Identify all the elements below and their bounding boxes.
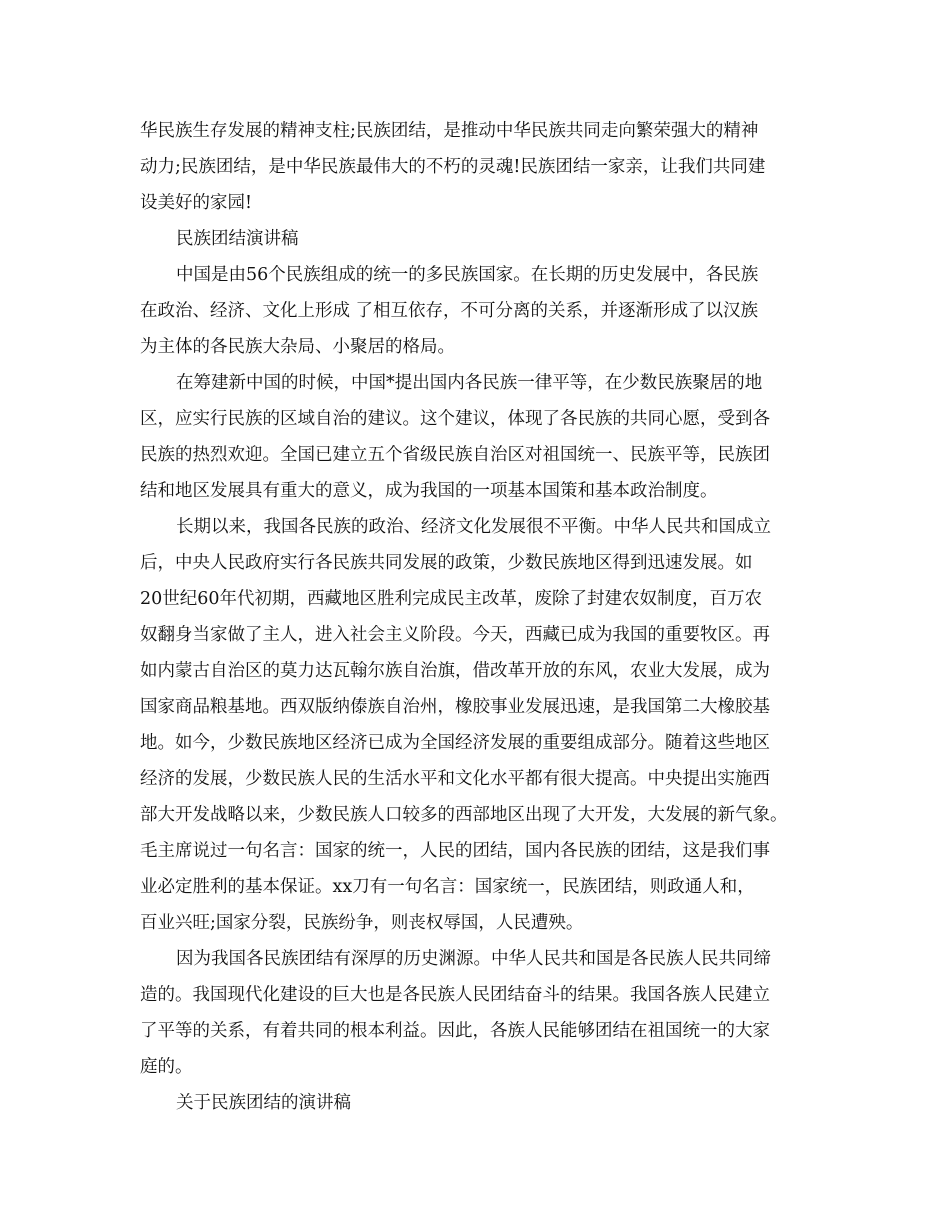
text-line: 动力;民族团结，是中华民族最伟大的不朽的灵魂!民族团结一家亲，让我们共同建 [140,157,766,177]
text-line: 毛主席说过一句名言：国家的统一，人民的团结，国内各民族的团结，这是我们事 [140,841,770,861]
text-line: 长期以来，我国各民族的政治、经济文化发展很不平衡。中华人民共和国成立 [176,517,771,537]
text-line: 华民族生存发展的精神支柱;民族团结，是推动中华民族共同走向繁荣强大的精神 [140,121,759,141]
text-line: 庭的。 [140,1057,193,1077]
text-line: 后，中央人民政府实行各民族共同发展的政策，少数民族地区得到迅速发展。如 [140,553,753,573]
text-line: 在政治、经济、文化上形成 了相互依存，不可分离的关系，并逐渐形成了以汉族 [140,301,759,321]
text-line: 了平等的关系，有着共同的根本利益。因此，各族人民能够团结在祖国统一的大家 [140,1021,770,1041]
text-line: 结和地区发展具有重大的意义，成为我国的一项基本国策和基本政治制度。 [140,481,718,501]
text-line: 设美好的家园! [140,193,253,213]
section-heading: 关于民族团结的演讲稿 [176,1093,351,1113]
text-line: 地。如今，少数民族地区经济已成为全国经济发展的重要组成部分。随着这些地区 [140,733,770,753]
text-line: 在筹建新中国的时候，中国*提出国内各民族一律平等，在少数民族聚居的地 [176,373,763,393]
text-line: 因为我国各民族团结有深厚的历史渊源。中华人民共和国是各民族人民共同缔 [176,949,771,969]
text-line: 中国是由56个民族组成的统一的多民族国家。在长期的历史发展中，各民族 [176,265,759,285]
text-line: 区，应实行民族的区域自治的建议。这个建议，体现了各民族的共同心愿，受到各 [140,409,770,429]
text-line: 为主体的各民族大杂局、小聚居的格局。 [140,337,455,357]
text-line: 民族的热烈欢迎。全国已建立五个省级民族自治区对祖国统一、民族平等，民族团 [140,445,770,465]
text-line: 造的。我国现代化建设的巨大也是各民族人民团结奋斗的结果。我国各族人民建立 [140,985,770,1005]
text-line: 奴翻身当家做了主人，进入社会主义阶段。今天，西藏已成为我国的重要牧区。再 [140,625,770,645]
text-line: 经济的发展，少数民族人民的生活水平和文化水平都有很大提高。中央提出实施西 [140,769,770,789]
section-heading: 民族团结演讲稿 [176,229,299,249]
text-line: 业必定胜利的基本保证。xx刀有一句名言：国家统一，民族团结，则政通人和， [140,877,755,897]
text-line: 20世纪60年代初期，西藏地区胜利完成民主改革，废除了封建农奴制度，百万农 [140,589,763,609]
text-line: 部大开发战略以来，少数民族人口较多的西部地区出现了大开发，大发展的新气象。 [140,805,788,825]
text-line: 国家商品粮基地。西双版纳傣族自治州，橡胶事业发展迅速，是我国第二大橡胶基 [140,697,770,717]
text-line: 百业兴旺;国家分裂，民族纷争，则丧权辱国，人民遭殃。 [140,913,584,933]
text-line: 如内蒙古自治区的莫力达瓦翰尔族自治旗，借改革开放的东风，农业大发展，成为 [140,661,770,681]
